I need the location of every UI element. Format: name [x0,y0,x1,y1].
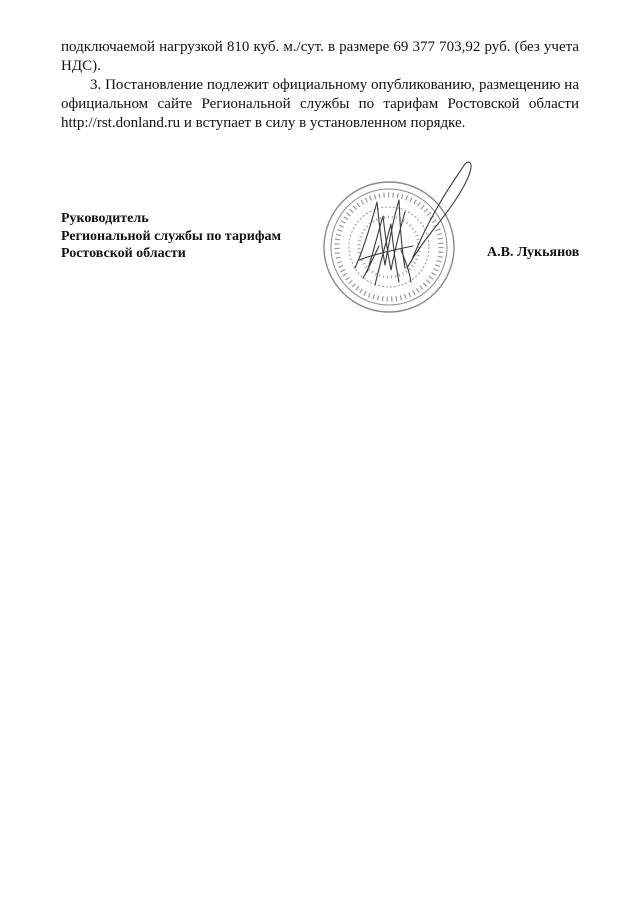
signatory-title [61,210,281,263]
signatory-name: А.В. Лукьянов [487,245,580,260]
official-seal-with-signature [315,150,485,315]
signatory-title-line-1: Руководитель [61,211,149,226]
seal-stamp [324,182,454,312]
signatory-title-line-2: Региональной службы по тарифам [61,228,282,244]
paragraph-3: 3. Постановление подлежит официальному опубликованию, размещению на официальном сайте Региональной службы по тарифам Ростовской области http://rst.donland.ru и вступает в силу в установленном порядке. [61,77,579,131]
paragraph-continuation: подключаемой нагрузкой 810 куб. м./сут. в размере 69 377 703,92 руб. (без учета НДС). [61,39,579,74]
signatory-title-line-3: Ростовской области [61,246,186,261]
document-body [61,38,579,133]
